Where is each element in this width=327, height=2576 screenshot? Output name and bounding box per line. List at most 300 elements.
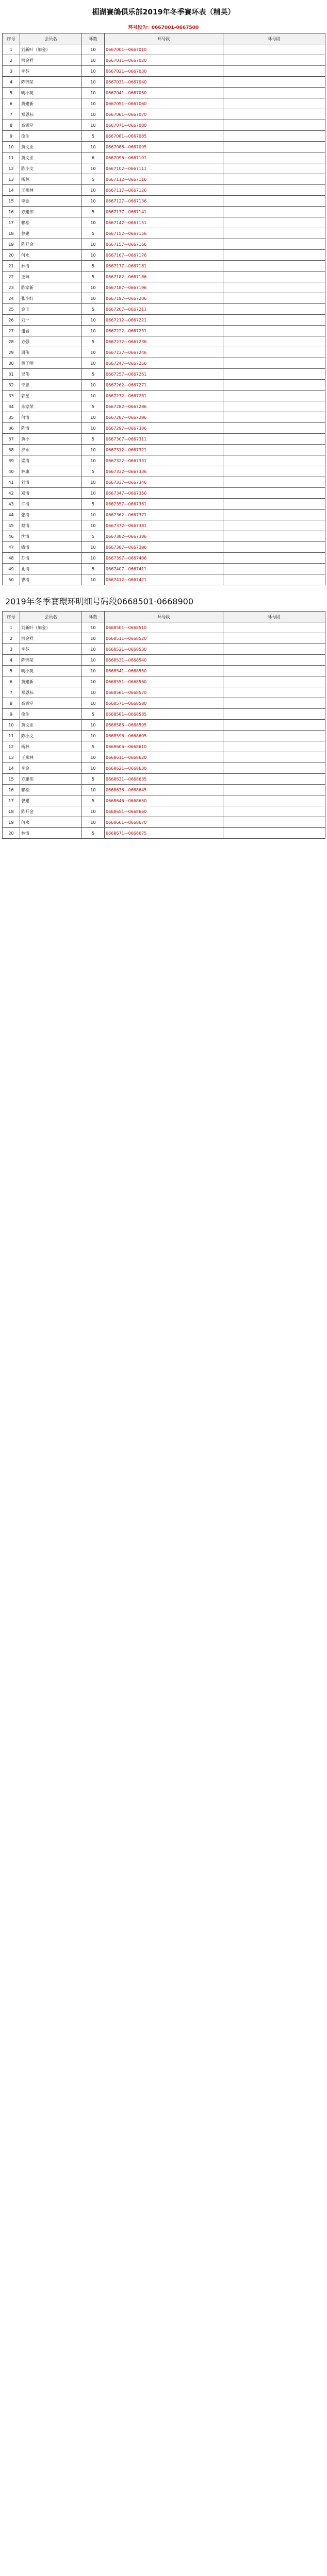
table-row — [3, 445, 325, 455]
ring-range-extra — [223, 174, 325, 185]
member-name: 张清 — [20, 510, 82, 520]
table-row — [3, 66, 325, 77]
row-index: 17 — [3, 217, 20, 228]
ring-range-extra — [223, 774, 325, 785]
ring-range-extra — [223, 304, 325, 315]
ring-count: 5 — [82, 228, 105, 239]
table-row — [3, 423, 325, 434]
ring-range: 0668646—0668650 — [105, 795, 223, 806]
member-name: 林清 — [20, 828, 82, 839]
ring-range: 0667237—0667246 — [105, 347, 223, 358]
row-index: 38 — [3, 445, 20, 455]
ring-range-extra — [223, 542, 325, 553]
member-name: 方建伟 — [20, 207, 82, 217]
ring-range: 0667152—0667156 — [105, 228, 223, 239]
ring-range-extra — [223, 644, 325, 655]
ring-range: 0668521—0668530 — [105, 644, 223, 655]
row-index: 7 — [3, 109, 20, 120]
ring-range: 0667412—0667421 — [105, 574, 223, 585]
member-name: 王燕林 — [20, 185, 82, 196]
table-row — [3, 272, 325, 282]
ring-count: 10 — [82, 293, 105, 304]
member-name: 陈小文 — [20, 731, 82, 741]
member-name: 赖松 — [20, 217, 82, 228]
ring-count: 10 — [82, 553, 105, 564]
ring-range: 0667312—0667321 — [105, 445, 223, 455]
row-index: 8 — [3, 120, 20, 131]
ring-count: 5 — [82, 434, 105, 445]
row-index: 5 — [3, 88, 20, 98]
ring-range-extra — [223, 655, 325, 666]
ring-range-extra — [223, 455, 325, 466]
table-row — [3, 687, 325, 698]
ring-range: 0667051—0667060 — [105, 98, 223, 109]
row-index: 16 — [3, 207, 20, 217]
member-name: 李芬 — [20, 66, 82, 77]
table-row — [3, 228, 325, 239]
ring-count: 10 — [82, 731, 105, 741]
member-name: 何清 — [20, 412, 82, 423]
ring-count: 5 — [82, 401, 105, 412]
member-name: 徐生 — [20, 131, 82, 142]
ring-range: 0667397—0667406 — [105, 553, 223, 564]
ring-range-extra — [223, 250, 325, 261]
table-row — [3, 315, 325, 326]
ring-range: 0667071—0667080 — [105, 120, 223, 131]
ring-range-extra — [223, 752, 325, 763]
member-name: 明小英 — [20, 666, 82, 676]
member-name: 洪金祥 — [20, 55, 82, 66]
ring-count: 10 — [82, 347, 105, 358]
table-row — [3, 326, 325, 336]
table-row — [3, 553, 325, 564]
table-row — [3, 120, 325, 131]
row-index: 35 — [3, 412, 20, 423]
row-index: 21 — [3, 261, 20, 272]
ring-range-extra — [223, 720, 325, 731]
row-index: 3 — [3, 644, 20, 655]
ring-count: 10 — [82, 163, 105, 174]
table-row — [3, 666, 325, 676]
header-range-2: 环号段 — [223, 33, 325, 44]
table-row — [3, 477, 325, 488]
table-row — [3, 347, 325, 358]
header-index: 序号 — [3, 612, 20, 622]
ring-range: 0668606—0668610 — [105, 741, 223, 752]
table-row — [3, 174, 325, 185]
table-row — [3, 131, 325, 142]
ring-count: 5 — [82, 207, 105, 217]
member-name: 金玉 — [20, 304, 82, 315]
ring-range-extra — [223, 369, 325, 380]
member-name: 周伟 — [20, 347, 82, 358]
ring-count: 5 — [82, 261, 105, 272]
member-name: 方建伟 — [20, 774, 82, 785]
member-name: 蔡清 — [20, 520, 82, 531]
ring-range: 0667096—0667101 — [105, 152, 223, 163]
ring-range: 0668501—0668510 — [105, 622, 223, 633]
ring-range: 0667222—0667231 — [105, 326, 223, 336]
row-index: 1 — [3, 44, 20, 55]
ring-range: 0667031—0667040 — [105, 77, 223, 88]
ring-range: 0667001—0667010 — [105, 44, 223, 55]
member-name: 郑恩标 — [20, 109, 82, 120]
ring-count: 10 — [82, 185, 105, 196]
table-row — [3, 676, 325, 687]
ring-range-extra — [223, 163, 325, 174]
table-row — [3, 698, 325, 709]
row-index: 43 — [3, 499, 20, 510]
ring-range: 0667207—0667211 — [105, 304, 223, 315]
ring-count: 5 — [82, 174, 105, 185]
ring-range: 0667081—0667085 — [105, 131, 223, 142]
member-name: 刘清 — [20, 477, 82, 488]
row-index: 41 — [3, 477, 20, 488]
table-row — [3, 785, 325, 795]
member-name: 林康 — [20, 466, 82, 477]
table-row — [3, 466, 325, 477]
ring-count: 10 — [82, 806, 105, 817]
row-index: 17 — [3, 795, 20, 806]
ring-range-extra — [223, 709, 325, 720]
table-row — [3, 564, 325, 574]
row-index: 10 — [3, 142, 20, 152]
ring-range-extra — [223, 391, 325, 401]
ring-count: 10 — [82, 142, 105, 152]
ring-count: 10 — [82, 488, 105, 499]
ring-range: 0667257—0667261 — [105, 369, 223, 380]
ring-range: 0668561—0668570 — [105, 687, 223, 698]
ring-range-extra — [223, 336, 325, 347]
ring-range: 0667387—0667396 — [105, 542, 223, 553]
ring-range-extra — [223, 131, 325, 142]
table-row — [3, 261, 325, 272]
header-range: 环号段 — [105, 612, 223, 622]
document — [2, 2, 325, 839]
ring-count: 10 — [82, 455, 105, 466]
ring-range: 0668581—0668585 — [105, 709, 223, 720]
row-index: 39 — [3, 455, 20, 466]
member-name: 陈锦荣 — [20, 77, 82, 88]
ring-range: 0667232—0667236 — [105, 336, 223, 347]
ring-range: 0667182—0667186 — [105, 272, 223, 282]
row-index: 22 — [3, 272, 20, 282]
member-name: 杨林 — [20, 741, 82, 752]
table-row — [3, 434, 325, 445]
ring-count: 5 — [82, 531, 105, 542]
ring-range-extra — [223, 326, 325, 336]
table-row — [3, 752, 325, 763]
ring-range-extra — [223, 666, 325, 676]
table-row — [3, 250, 325, 261]
ring-count: 10 — [82, 282, 105, 293]
row-index: 15 — [3, 196, 20, 207]
ring-range: 0667337—0667346 — [105, 477, 223, 488]
ring-range: 0668531—0668540 — [105, 655, 223, 666]
table-row — [3, 336, 325, 347]
ring-table-section2 — [2, 611, 325, 839]
ring-range: 0667112—0667116 — [105, 174, 223, 185]
ring-count: 5 — [82, 369, 105, 380]
ring-count: 10 — [82, 391, 105, 401]
ring-range-extra — [223, 185, 325, 196]
ring-range: 0667187—0667196 — [105, 282, 223, 293]
ring-range: 0668541—0668550 — [105, 666, 223, 676]
ring-count: 10 — [82, 55, 105, 66]
member-name: 黄文亚 — [20, 142, 82, 152]
ring-count: 10 — [82, 326, 105, 336]
member-name: 何永 — [20, 817, 82, 828]
ring-range-extra — [223, 217, 325, 228]
ring-count: 10 — [82, 423, 105, 434]
ring-count: 5 — [82, 466, 105, 477]
ring-range: 0668586—0668595 — [105, 720, 223, 731]
member-name: 钱清 — [20, 542, 82, 553]
table-row — [3, 817, 325, 828]
table-row — [3, 655, 325, 666]
row-index: 23 — [3, 282, 20, 293]
row-index: 10 — [3, 720, 20, 731]
ring-range-extra — [223, 347, 325, 358]
ring-range-extra — [223, 520, 325, 531]
row-index: 28 — [3, 336, 20, 347]
row-index: 24 — [3, 293, 20, 304]
ring-count: 10 — [82, 120, 105, 131]
ring-range: 0667061—0667070 — [105, 109, 223, 120]
row-index: 14 — [3, 763, 20, 774]
ring-count: 10 — [82, 217, 105, 228]
row-index: 7 — [3, 687, 20, 698]
ring-count: 5 — [82, 741, 105, 752]
ring-range: 0667247—0667256 — [105, 358, 223, 369]
ring-range-extra — [223, 445, 325, 455]
row-index: 48 — [3, 553, 20, 564]
ring-range: 0667357—0667361 — [105, 499, 223, 510]
table-row — [3, 380, 325, 391]
member-name: 洪金祥 — [20, 633, 82, 644]
ring-range: 0667372—0667381 — [105, 520, 223, 531]
row-index: 15 — [3, 774, 20, 785]
ring-count: 6 — [82, 152, 105, 163]
ring-range: 0668621—0668630 — [105, 763, 223, 774]
subtitle: 环号段为：0667001-0667500 — [128, 25, 199, 30]
ring-range-extra — [223, 488, 325, 499]
ring-range-extra — [223, 687, 325, 698]
row-index: 34 — [3, 401, 20, 412]
ring-count: 10 — [82, 574, 105, 585]
member-name: 邓清 — [20, 488, 82, 499]
member-name: 罗永 — [20, 445, 82, 455]
member-name: 方强 — [20, 336, 82, 347]
ring-range: 0668511—0668520 — [105, 633, 223, 644]
ring-count: 10 — [82, 698, 105, 709]
table-row — [3, 369, 325, 380]
ring-range: 0667407—0667411 — [105, 564, 223, 574]
row-index: 46 — [3, 531, 20, 542]
ring-range-extra — [223, 741, 325, 752]
ring-count: 10 — [82, 666, 105, 676]
member-name: 徐生 — [20, 709, 82, 720]
table-row — [3, 633, 325, 644]
member-name: 刘新叶（加金） — [20, 44, 82, 55]
ring-count: 5 — [82, 131, 105, 142]
row-index: 14 — [3, 185, 20, 196]
ring-range-extra — [223, 120, 325, 131]
ring-range: 0667157—0667166 — [105, 239, 223, 250]
ring-range-extra — [223, 239, 325, 250]
table-row — [3, 488, 325, 499]
ring-range: 0667272—0667281 — [105, 391, 223, 401]
row-index: 18 — [3, 806, 20, 817]
ring-range: 0667297—0667306 — [105, 423, 223, 434]
ring-count: 10 — [82, 66, 105, 77]
ring-range: 0667137—0667141 — [105, 207, 223, 217]
row-index: 12 — [3, 741, 20, 752]
ring-range: 0668651—0668660 — [105, 806, 223, 817]
row-index: 37 — [3, 434, 20, 445]
member-name: 梁清 — [20, 455, 82, 466]
ring-count: 5 — [82, 564, 105, 574]
member-name: 李金 — [20, 196, 82, 207]
member-name: 高满堂 — [20, 698, 82, 709]
table-row — [3, 358, 325, 369]
ring-count: 10 — [82, 510, 105, 520]
row-index: 19 — [3, 817, 20, 828]
ring-range-extra — [223, 785, 325, 795]
table-row — [3, 88, 325, 98]
table-row — [3, 731, 325, 741]
table-row — [3, 412, 325, 423]
ring-range-extra — [223, 272, 325, 282]
member-name: 王燕林 — [20, 752, 82, 763]
ring-count: 5 — [82, 499, 105, 510]
ring-range-extra — [223, 293, 325, 304]
member-name: 赖松 — [20, 785, 82, 795]
member-name: 陈开金 — [20, 239, 82, 250]
member-name: 谢君 — [20, 326, 82, 336]
ring-range-extra — [223, 828, 325, 839]
ring-range-extra — [223, 510, 325, 520]
ring-range-extra — [223, 261, 325, 272]
ring-count: 5 — [82, 336, 105, 347]
row-index: 31 — [3, 369, 20, 380]
ring-range: 0667127—0667136 — [105, 196, 223, 207]
ring-range: 0668596—0668605 — [105, 731, 223, 741]
ring-count: 5 — [82, 304, 105, 315]
member-name: 黄建新 — [20, 676, 82, 687]
table-header-row — [3, 33, 325, 44]
ring-count: 10 — [82, 477, 105, 488]
ring-count: 10 — [82, 622, 105, 633]
ring-range-extra — [223, 152, 325, 163]
member-name: 孔清 — [20, 564, 82, 574]
ring-count: 10 — [82, 250, 105, 261]
member-name: 陈家新 — [20, 282, 82, 293]
table-row — [3, 55, 325, 66]
row-index: 2 — [3, 633, 20, 644]
table-row — [3, 282, 325, 293]
ring-count: 5 — [82, 828, 105, 839]
ring-count: 10 — [82, 109, 105, 120]
ring-range-extra — [223, 622, 325, 633]
table-row — [3, 531, 325, 542]
table-row — [3, 774, 325, 785]
ring-count: 10 — [82, 644, 105, 655]
ring-range-extra — [223, 44, 325, 55]
ring-count: 10 — [82, 88, 105, 98]
table-row — [3, 109, 325, 120]
ring-table-section1 — [2, 33, 325, 585]
ring-range-extra — [223, 434, 325, 445]
ring-count: 5 — [82, 272, 105, 282]
member-name: 郑恩标 — [20, 687, 82, 698]
table-row — [3, 207, 325, 217]
header-member: 会员名 — [20, 612, 82, 622]
member-name: 宁忠 — [20, 380, 82, 391]
row-index: 4 — [3, 77, 20, 88]
ring-count: 10 — [82, 520, 105, 531]
ring-range-extra — [223, 315, 325, 326]
ring-range-extra — [223, 676, 325, 687]
member-name: 陈开金 — [20, 806, 82, 817]
page-title: 楣湖賽鴿俱乐部2019年冬季賽环表（精英） — [92, 8, 235, 16]
row-index: 6 — [3, 98, 20, 109]
table-row — [3, 98, 325, 109]
ring-range-extra — [223, 795, 325, 806]
ring-range-extra — [223, 55, 325, 66]
ring-count: 10 — [82, 412, 105, 423]
ring-count: 10 — [82, 239, 105, 250]
row-index: 5 — [3, 666, 20, 676]
row-index: 12 — [3, 163, 20, 174]
ring-range-extra — [223, 763, 325, 774]
ring-count: 10 — [82, 752, 105, 763]
row-index: 32 — [3, 380, 20, 391]
ring-range: 0667117—0667126 — [105, 185, 223, 196]
table-row — [3, 520, 325, 531]
ring-count: 10 — [82, 77, 105, 88]
member-name: 曾建 — [20, 228, 82, 239]
ring-range-extra — [223, 466, 325, 477]
ring-range: 0667262—0667271 — [105, 380, 223, 391]
ring-count: 10 — [82, 817, 105, 828]
ring-count: 10 — [82, 98, 105, 109]
ring-range-extra — [223, 806, 325, 817]
table-row — [3, 644, 325, 655]
ring-range: 0668611—0668620 — [105, 752, 223, 763]
member-name: 刘新叶（加金） — [20, 622, 82, 633]
ring-count: 10 — [82, 720, 105, 731]
table-row — [3, 239, 325, 250]
member-name: 明小英 — [20, 88, 82, 98]
ring-range: 0668636—0668645 — [105, 785, 223, 795]
ring-range-extra — [223, 228, 325, 239]
table-row — [3, 709, 325, 720]
table-row — [3, 499, 325, 510]
member-name: 何永 — [20, 250, 82, 261]
member-name: 陈锦荣 — [20, 655, 82, 666]
ring-range-extra — [223, 380, 325, 391]
ring-range-extra — [223, 564, 325, 574]
row-index: 40 — [3, 466, 20, 477]
ring-count: 10 — [82, 380, 105, 391]
ring-range: 0667011—0667020 — [105, 55, 223, 66]
ring-count: 10 — [82, 315, 105, 326]
member-name: 沈清 — [20, 531, 82, 542]
table-row — [3, 720, 325, 731]
member-name: 杨林 — [20, 174, 82, 185]
ring-range: 0667041—0667050 — [105, 88, 223, 98]
